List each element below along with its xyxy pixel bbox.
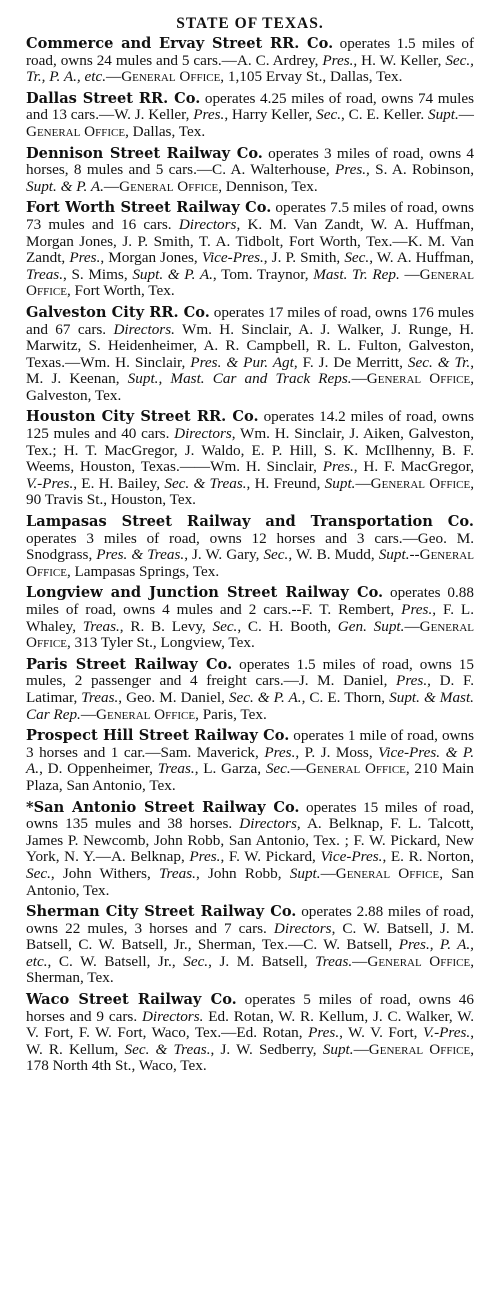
entry-text: operates 2.88 miles of road, owns 22 mules, 3 horses and 7 cars. [26, 903, 475, 937]
company-entry-longview [26, 585, 474, 651]
company-name: Dennison Street Railway Co. [26, 144, 263, 162]
entry-title: Mast. Tr. Rep. [313, 265, 400, 283]
entry-text: , H. F. MacGregor, [353, 458, 474, 476]
entry-title: Supt., Mast. Car and Track Reps. [127, 370, 352, 388]
company-entry-commerce-ervay [26, 36, 474, 86]
entry-text: operates 3 miles of road, owns 4 horses, 8 mules and 5 cars.—C. A. Walterhouse, [26, 144, 474, 179]
entry-title: Pres. & Treas. [96, 546, 185, 564]
general-office-label: General Office [370, 474, 471, 492]
entry-text: , Wm. H. Sinclair, J. Aiken, Galveston, Tex.; H. T. MacGregor, J. Waldo, E. P. Hill, S. K. McIlhenny, B. F. Weems, Houston, Texas.——Wm. H. Sinclair, [26, 425, 474, 476]
company-name: Fort Worth Street Railway Co. [26, 199, 272, 217]
entry-text: , John Withers, [50, 864, 159, 882]
entry-text: , D. Oppenheimer, [39, 760, 158, 778]
entry-text: operates 17 miles of road, owns 176 mules and 67 cars. [26, 303, 474, 338]
general-office-label: General Office [26, 265, 474, 300]
entry-title: Treas. [26, 265, 63, 283]
entry-text: , J. M. Batsell, [208, 952, 316, 970]
entry-text: , L. Garza, [194, 760, 266, 778]
entry-text: , Geo. M. Daniel, [118, 688, 229, 706]
entry-text: , 1,105 Ervay St., Dallas, Tex. [220, 68, 403, 86]
entry-text: , San Antonio, Tex. [26, 864, 475, 899]
entry-text: — [404, 617, 420, 635]
entry-title: Pres. [308, 1024, 340, 1042]
entry-title: Directors [174, 425, 232, 443]
entry-text: operates 1 mile of road, owns 3 horses and 1 car.—Sam. Maverick, [26, 727, 475, 761]
general-office-label: General Office [26, 617, 474, 652]
company-name: Dallas Street RR. Co. [26, 89, 201, 107]
entry-text: , F. W. Pickard, [220, 848, 321, 866]
entry-text: , P. J. Moss, [295, 743, 379, 761]
entry-text: , C. E. Thorn, [301, 688, 390, 706]
entry-text: , W. V. Fort, [339, 1024, 423, 1042]
general-office-label: General Office [26, 546, 474, 580]
entry-title: Sec. [26, 864, 51, 882]
entry-text: — [458, 106, 474, 124]
entry-text: -- [409, 546, 420, 564]
general-office-label: General Office [96, 705, 196, 723]
entry-title: Directors [239, 815, 297, 833]
entry-text: , C. H. Booth, [237, 617, 338, 635]
entry-title: Pres. & Pur. Agt [190, 353, 294, 371]
general-office-label: General Office [366, 370, 471, 388]
entry-text: operates 3 miles of road, owns 12 horses and 3 cars.—Geo. M. Snodgrass, [26, 529, 474, 564]
entry-text: , M. J. Keenan, [26, 353, 474, 388]
entry-title: Pres. [193, 106, 225, 124]
company-name: Commerce and Ervay Street RR. Co. [26, 35, 334, 52]
entry-text: , S. Mims, [63, 265, 133, 283]
entry-title: Sec. [316, 106, 341, 124]
entry-text: , C. W. Batsell, J. M. Batsell, C. W. Batsell, Jr., Sherman, Tex.—C. W. Batsell, [26, 919, 475, 954]
entry-title: Pres. [401, 601, 433, 618]
entry-text: , Dennison, Tex. [218, 177, 318, 195]
entry-title: V.-Pres. [26, 474, 74, 492]
entry-text: — [290, 760, 306, 778]
entry-title: Pres., P. A., etc. [26, 936, 474, 970]
entry-title: Gen. Supt. [337, 617, 405, 635]
entry-text: — [399, 265, 420, 283]
company-entry-fort-worth [26, 200, 474, 300]
entry-text: , R. B. Levy, [119, 617, 213, 635]
entry-title: Sec. & Treas. [124, 1040, 211, 1058]
entry-title: Treas. [81, 688, 119, 706]
entry-text: , 210 Main Plaza, San Antonio, Tex. [26, 760, 474, 794]
entry-title: Sec. [344, 249, 370, 267]
entry-title: Directors. [141, 1007, 204, 1025]
entry-text: , Paris, Tex. [195, 705, 267, 723]
entry-title: Sec. [212, 617, 238, 635]
entry-text: , Harry Keller, [224, 106, 317, 124]
entry-title: Vice-Pres. [201, 249, 264, 267]
entry-text: , K. M. Van Zandt, W. A. Huffman, Morgan Jones, J. P. Smith, T. A. Tidbolt, Fort Worth, Tex.—K. M. Van Zandt, [26, 215, 474, 267]
entry-text: operates 1.5 miles of road, owns 24 mules and 5 cars.—A. C. Ardrey, [26, 35, 474, 69]
entry-text: operates 14.2 miles of road, owns 125 mules and 40 cars. [26, 408, 474, 443]
entry-title: Pres. [69, 249, 101, 267]
entry-text: , D. F. Latimar, [26, 672, 474, 706]
entry-title: Supt. [289, 864, 321, 882]
entry-title: Sec. & P. A. [228, 688, 302, 706]
entry-text: , C. E. Keller. [341, 106, 428, 124]
entry-title: Vice-Pres. [320, 848, 383, 866]
entry-text: — [103, 177, 120, 195]
entry-text: operates 7.5 miles of road, owns 73 mules and 16 cars. [26, 199, 474, 233]
entry-text: operates 1.5 miles of road, owns 15 mules, 2 passenger and 4 freight cars.—J. M. Daniel, [26, 655, 474, 690]
entry-text: , W. R. Kellum, [26, 1024, 474, 1058]
general-office-label: General Office [368, 1040, 471, 1058]
company-entry-galveston [26, 305, 474, 405]
general-office-label: General Office [26, 122, 126, 140]
entry-text: , Lampasas Springs, Tex. [66, 562, 220, 580]
entry-text: operates 4.25 miles of road, owns 74 mules and 13 cars.—W. J. Keller, [26, 89, 475, 124]
entry-title: Pres. [189, 848, 221, 866]
company-name: *San Antonio Street Railway Co. [26, 798, 300, 816]
company-entry-dallas [26, 91, 474, 141]
general-office-label: General Office [367, 952, 471, 970]
entry-text: , E. H. Bailey, [73, 474, 165, 492]
entry-title: Pres. [322, 458, 354, 476]
entry-text: , Fort Worth, Tex. [66, 282, 175, 300]
company-name: Houston City Street RR. Co. [26, 408, 259, 426]
company-entry-lampasas [26, 514, 474, 580]
company-entry-waco [26, 992, 474, 1075]
entry-text: — [351, 370, 367, 388]
company-name: Paris Street Railway Co. [26, 655, 233, 673]
entry-title: Pres. [396, 672, 428, 690]
company-name: Longview and Junction Street Railway Co. [26, 584, 384, 602]
entry-text: , F. L. Whaley, [26, 601, 475, 635]
general-office-label: General Office [335, 864, 440, 882]
entry-text: , John Robb, [195, 864, 290, 882]
company-name: Lampasas Street Railway and Transportation Co. [26, 513, 474, 531]
entry-title: Sec. & Treas. [164, 474, 247, 492]
company-name: Sherman City Street Railway Co. [26, 903, 297, 921]
entry-text: , J. W. Sedberry, [210, 1040, 323, 1058]
entry-title: Supt. & P. A. [26, 177, 104, 195]
entry-title: Treas. [82, 617, 120, 635]
entry-title: Sec. [183, 952, 209, 970]
entry-title: Pres. [334, 161, 367, 179]
entry-text: , C. W. Batsell, Jr., [47, 952, 184, 970]
entry-title: Directors [178, 215, 237, 233]
entry-title: Treas. [158, 864, 196, 882]
general-office-label: General Office [305, 760, 406, 778]
entry-title: Directors [273, 919, 332, 937]
entry-title: Supt. & P. A. [132, 265, 213, 283]
entry-title: Sec. & Tr. [407, 353, 471, 371]
entry-text: , W. B. Mudd, [288, 546, 379, 564]
entry-title: Treas. [157, 760, 195, 778]
company-entry-sherman [26, 904, 474, 987]
entry-text: — [80, 705, 97, 723]
entry-title: Directors. [113, 320, 175, 338]
entry-text: , A. Belknap, F. L. Talcott, James P. Newcomb, John Robb, San Antonio, Tex. ; F. W. Pickard, New York, N. Y.—A. Belknap, [26, 815, 474, 866]
entry-title: Pres. [322, 51, 354, 69]
entry-text: operates 5 miles of road, owns 46 horses and 9 cars. [26, 991, 474, 1025]
entry-text: , Sherman, Tex. [26, 952, 474, 987]
entry-text: , S. A. Robinson, [366, 161, 474, 179]
entry-title: Sec. [263, 546, 289, 564]
company-entry-houston [26, 409, 474, 509]
entry-text: , W. A. Huffman, [369, 249, 474, 267]
general-office-label: General Office [121, 68, 221, 86]
general-office-label: General Office [119, 177, 219, 195]
entry-text: , Tom. Traynor, [212, 265, 314, 283]
entry-text: operates 15 miles of road, owns 135 mules and 38 horses. [26, 798, 474, 833]
entry-text: — [355, 474, 371, 492]
company-entry-paris [26, 657, 474, 723]
company-entry-prospect-hill [26, 728, 474, 794]
entry-text: , 178 North 4th St., Waco, Tex. [26, 1040, 474, 1075]
entry-text: , 90 Travis St., Houston, Tex. [26, 474, 474, 509]
entry-text: , Galveston, Tex. [26, 370, 474, 404]
entry-title: Supt. [427, 106, 459, 124]
entry-text: operates 0.88 miles of road, owns 4 mules and 2 cars.--F. T. Rembert, [26, 584, 474, 618]
entry-text: , E. R. Norton, [382, 848, 474, 866]
entry-text: , Morgan Jones, [100, 249, 202, 267]
company-name: Prospect Hill Street Railway Co. [26, 727, 290, 745]
company-entry-dennison [26, 146, 474, 196]
company-name: Waco Street Railway Co. [26, 991, 237, 1009]
entry-text: Wm. H. Sinclair, A. J. Walker, J. Runge, H. Marwitz, S. Heidenheimer, A. R. Campbell, R. L. Fulton, Galveston, Texas.—Wm. H. Sinclair, [26, 320, 474, 371]
entry-text: — [352, 952, 368, 970]
entry-text: , Dallas, Tex. [125, 122, 206, 140]
entry-title: Vice-Pres. & P. A. [26, 743, 474, 778]
entry-title: Pres. [264, 743, 296, 761]
page-title: STATE OF TEXAS. [176, 15, 324, 32]
entry-title: Supt. & Mast. Car Rep. [26, 688, 474, 723]
entry-title: Sec. [265, 760, 291, 778]
entry-text: , J. W. Gary, [184, 546, 264, 564]
company-entry-san-antonio [26, 800, 474, 900]
entry-text: , J. P. Smith, [263, 249, 345, 267]
entry-text: — [106, 68, 122, 86]
company-name: Galveston City RR. Co. [26, 303, 210, 321]
entry-text: , H. W. Keller, [353, 51, 446, 69]
entry-text: , 313 Tyler St., Longview, Tex. [66, 634, 255, 652]
entry-title: Supt. [378, 546, 410, 564]
entry-title: Sec., Tr., P. A., etc. [26, 51, 474, 86]
entry-text: , H. Freund, [246, 474, 325, 492]
entry-title: V.-Pres. [422, 1024, 471, 1042]
entry-text: — [353, 1040, 369, 1058]
entry-text: , F. J. De Merritt, [293, 353, 408, 371]
entry-title: Treas. [315, 952, 353, 970]
entry-text: Ed. Rotan, W. R. Kellum, J. C. Walker, W. V. Fort, F. W. Fort, Waco, Tex.—Ed. Rotan, [26, 1007, 474, 1042]
entry-text: — [320, 864, 336, 882]
entry-title: Supt. [324, 474, 356, 492]
entry-title: Supt. [322, 1040, 354, 1058]
